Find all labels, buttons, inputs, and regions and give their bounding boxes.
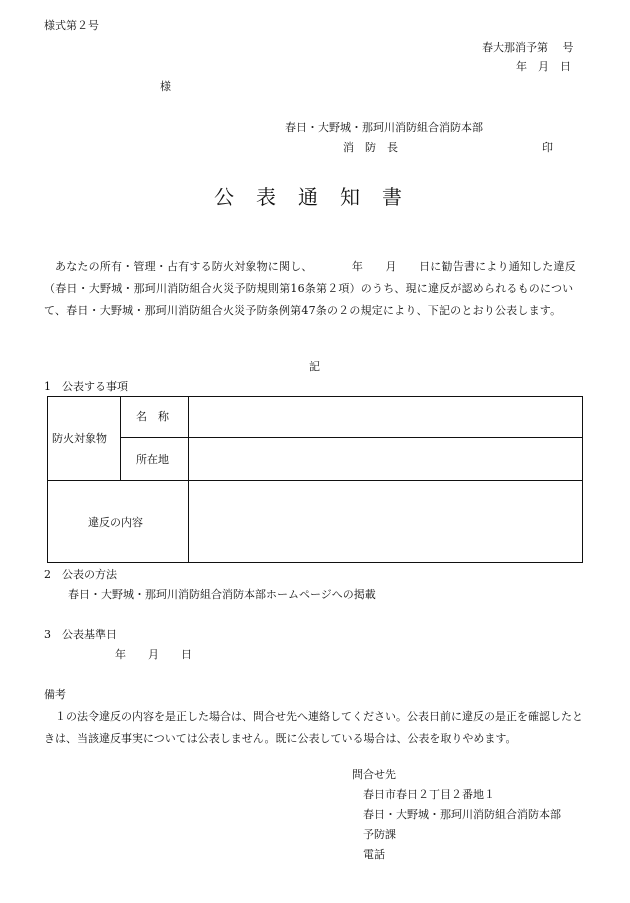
section1-heading: 1 公表する事項 <box>44 380 128 393</box>
contact-address: 春日市春日２丁目２番地１ <box>363 788 495 801</box>
body-paragraph: あなたの所有・管理・占有する防火対象物に関し、 年 月 日に勧告書により通知した違反（春日・大野城・那珂川消防組合火災予防規則第16条第２項）のうち、現に違反が認められるものについて、春日・大野城・那珂川消防組合火災予防条例第47条の２の規定により、下記のとおり公表します。 <box>44 260 576 317</box>
fire-object-label: 防火対象物 <box>52 432 107 445</box>
location-label: 所在地 <box>136 453 169 466</box>
name-label: 名 称 <box>136 410 169 423</box>
addressee-suffix: 様 <box>160 80 171 93</box>
section2-content: 春日・大野城・那珂川消防組合消防本部ホームページへの掲載 <box>68 588 376 601</box>
contact-phone-label: 電話 <box>363 848 385 861</box>
contact-heading: 問合せ先 <box>352 768 396 781</box>
seal-mark: 印 <box>542 141 553 154</box>
notes-text: １の法令違反の内容を是正した場合は、問合せ先へ連絡してください。公表日前に違反の是正を確認したときは、当該違反事実については公表しません。既に公表している場合は、公表を取りやめます。 <box>44 710 583 745</box>
issuer-org: 春日・大野城・那珂川消防組合消防本部 <box>285 121 483 134</box>
section2-heading: 2 公表の方法 <box>44 568 117 581</box>
document-title: 公表通知書 <box>214 185 424 209</box>
violation-label: 違反の内容 <box>88 516 143 529</box>
contact-org: 春日・大野城・那珂川消防組合消防本部 <box>363 808 561 821</box>
section3-heading: 3 公表基準日 <box>44 628 117 641</box>
issue-date: 年 月 日 <box>516 60 571 73</box>
notes-heading: 備考 <box>44 688 66 701</box>
section3-date: 年 月 日 <box>115 648 192 661</box>
document-number: 春大那消予第 号 <box>482 41 574 54</box>
form-number: 様式第２号 <box>44 19 99 32</box>
ki-marker: 記 <box>309 360 320 373</box>
issuer-title: 消 防 長 <box>343 141 398 154</box>
contact-department: 予防課 <box>363 828 396 841</box>
